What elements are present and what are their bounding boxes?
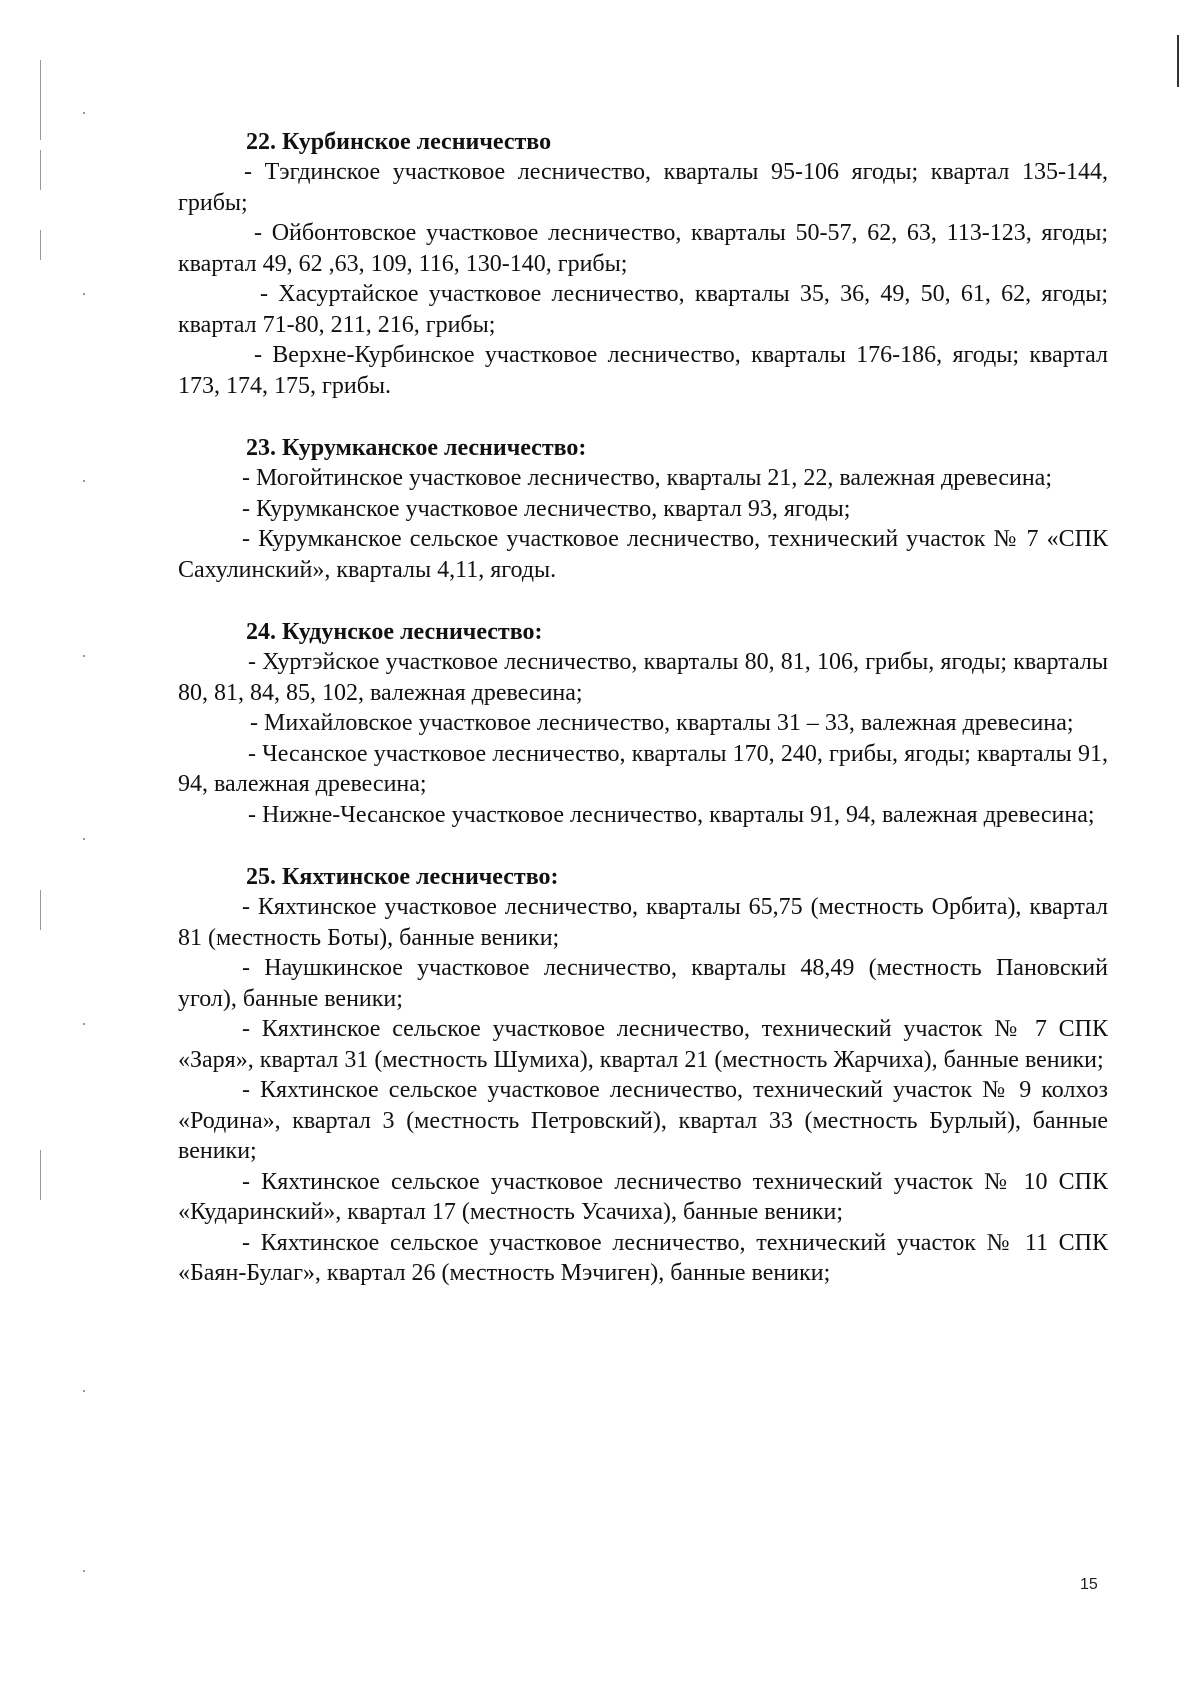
list-item: - Михайловское участковое лесничество, кварталы 31 – 33, валежная древесина; [250,710,1074,736]
list-item: - Курумканское сельское участковое лесничество, технический участок № 7 «СПК Сахулинский», кварталы 4,11, ягоды. [178,526,1108,583]
list-item: - Наушкинское участковое лесничество, кварталы 48,49 (местность Пановский угол), банные веники; [178,955,1108,1012]
list-item: - Чесанское участковое лесничество, кварталы 170, 240, грибы, ягоды; кварталы 91, 94, валежная древесина; [178,740,1108,797]
scan-dot [83,112,85,114]
list-item: - Хасуртайское участковое лесничество, кварталы 35, 36, 49, 50, 61, 62, ягоды; квартал 71-80, 211, 216, грибы; [178,281,1108,338]
document-body [178,127,1108,1321]
section-kyakhtinskoe [178,862,1108,1289]
section-title: 22. Курбинское лесничество [246,129,552,155]
list-item: - Тэгдинское участковое лесничество, кварталы 95-106 ягоды; квартал 135-144, грибы; [178,159,1108,216]
list-item: - Кяхтинское сельское участковое лесничество, технический участок № 11 СПК «Баян-Булаг», квартал 26 (местность Мэчиген), банные веники; [178,1229,1108,1286]
section-kurbinskoe [178,127,1108,401]
scan-dot [83,838,85,840]
scan-dot [83,1570,85,1572]
scan-dot [83,655,85,657]
margin-rule [40,890,41,930]
section-title: 23. Курумканское лесничество: [246,435,587,461]
list-item: - Курумканское участковое лесничество, квартал 93, ягоды; [242,495,851,522]
list-item: - Ойбонтовское участковое лесничество, кварталы 50-57, 62, 63, 113-123, ягоды; квартал 49, 62 ,63, 109, 116, 130-140, грибы; [178,220,1108,277]
list-item: - Нижне-Чесанское участковое лесничество, кварталы 91, 94, валежная древесина; [248,801,1095,828]
margin-rule [40,60,41,140]
section-title: 24. Кудунское лесничество: [246,619,543,645]
scan-dot [83,1390,85,1392]
list-item: - Хуртэйское участковое лесничество, кварталы 80, 81, 106, грибы, ягоды; кварталы 80, 81, 84, 85, 102, валежная древесина; [178,649,1108,706]
section-title: 25. Кяхтинское лесничество: [246,864,559,890]
section-kurumkanskoe [178,433,1108,585]
scan-dot [83,480,85,482]
section-kudunskoe [178,617,1108,830]
list-item: - Кяхтинское сельское участковое лесничество, технический участок № 9 колхоз «Родина», квартал 3 (местность Петровский), квартал 33 (местность Бурлый), банные веники; [178,1077,1108,1164]
margin-rule [40,150,41,190]
margin-rule [40,230,41,260]
list-item: - Кяхтинское сельское участковое лесничество, технический участок № 7 СПК «Заря», квартал 31 (местность Шумиха), квартал 21 (местность Жарчиха), банные веники; [178,1016,1108,1073]
page-number: 15 [1080,1576,1098,1593]
scan-edge-mark [1177,35,1179,87]
scan-dot [83,1023,85,1025]
list-item: - Кяхтинское сельское участковое лесничество технический участок № 10 СПК «Кударинский», квартал 17 (местность Усачиха), банные веники; [178,1168,1108,1225]
list-item: - Могойтинское участковое лесничество, кварталы 21, 22, валежная древесина; [242,465,1052,491]
list-item: - Кяхтинское участковое лесничество, кварталы 65,75 (местность Орбита), квартал 81 (местность Боты), банные веники; [178,894,1108,951]
margin-rule [40,1150,41,1200]
scan-dot [83,293,85,295]
list-item: - Верхне-Курбинское участковое лесничество, кварталы 176-186, ягоды; квартал 173, 174, 175, грибы. [178,342,1108,399]
